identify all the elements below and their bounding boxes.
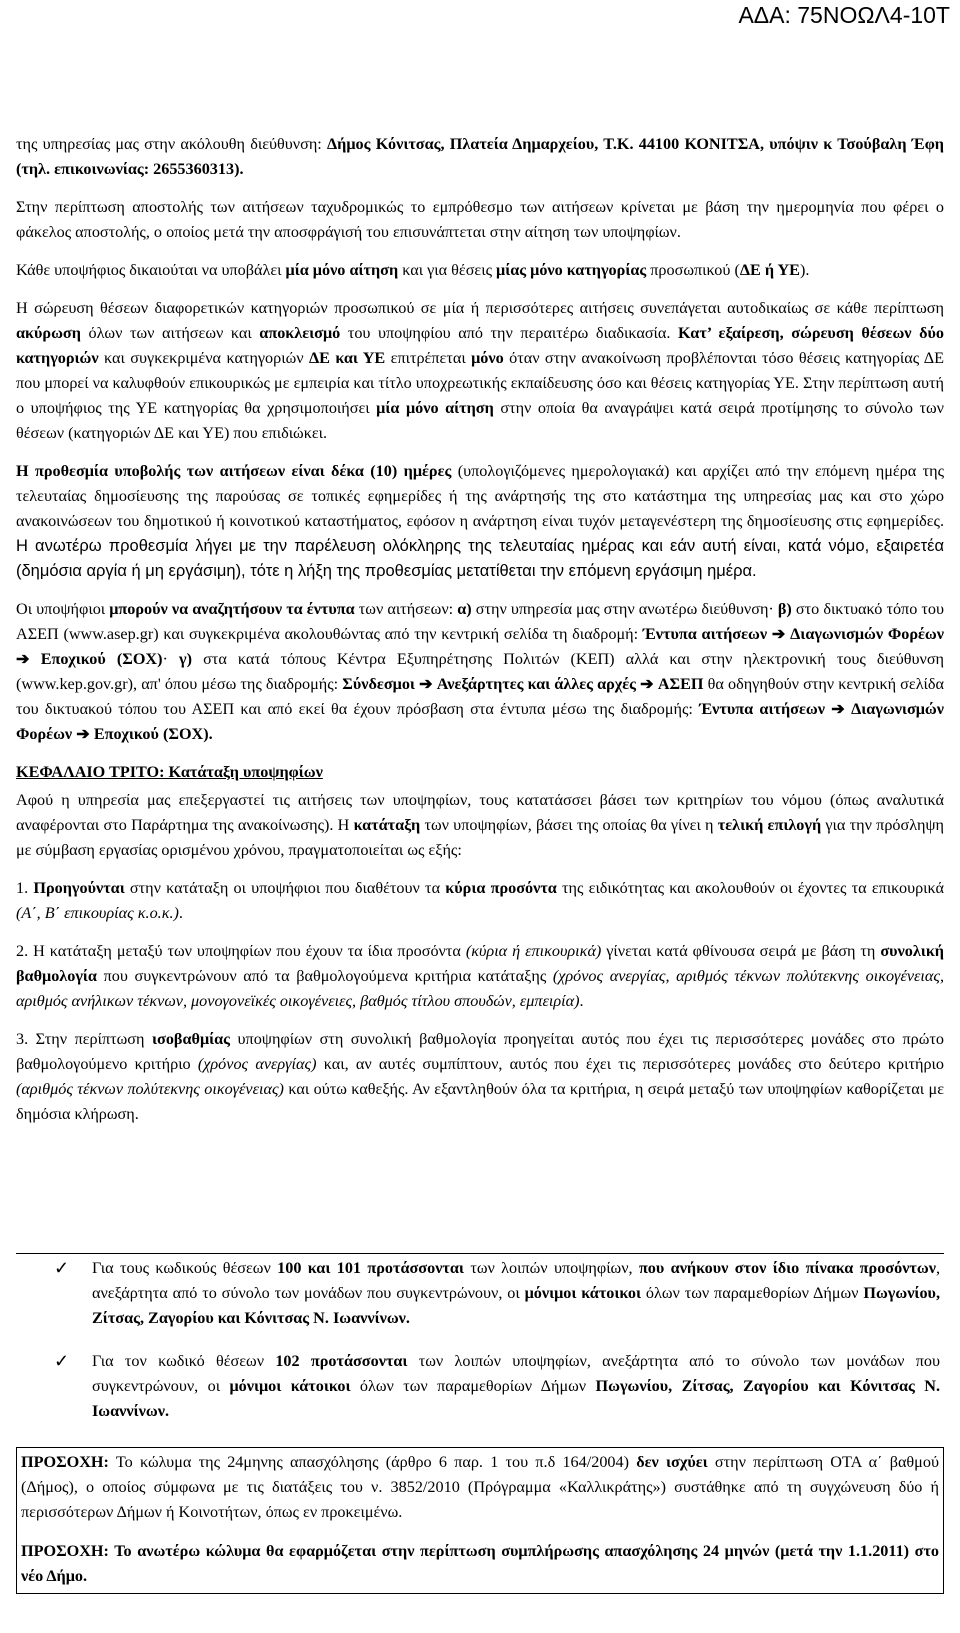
- arrow-icon: ➔: [640, 675, 654, 693]
- attention-note-2: ΠΡΟΣΟΧΗ: Το ανωτέρω κώλυμα θα εφαρμόζεται στην περίπτωση συμπλήρωσης απασχόλησης 24 μηνών (μετά την 1.1.2011) στο νέο Δήμο.: [21, 1542, 939, 1585]
- document-ada-code: ΑΔΑ: 75ΝΟΩΛ4-10Τ: [738, 2, 950, 28]
- arrow-icon: ➔: [16, 650, 30, 668]
- arrow-icon: ➔: [831, 700, 845, 718]
- arrow-icon: ➔: [76, 725, 90, 743]
- accumulation-paragraph: Η σώρευση θέσεων διαφορετικών κατηγοριών προσωπικού σε μία ή περισσότερες αιτήσεις συνεπάγεται αυτοδικαίως σε κάθε περίπτωση ακύρωση όλων των αιτήσεων και αποκλεισμό του υποψηφίου από την περαιτέρω διαδικασία. Κατ’ εξαίρεση, σώρευση θέσεων δύο κατηγοριών και συγκεκριμένα κατηγοριών ΔΕ και ΥΕ επιτρέπεται μόνο όταν στην ανακοίνωση προβλέπονται τόσο θέσεις κατηγορίας ΔΕ που μπορεί να καλυφθούν επικουρικώς με εμπειρία και τίτλο υποχρεωτικής εκπαίδευσης όσο και θέσεις κατηγορίας ΥΕ. Στην περίπτωση αυτή ο υποψήφιος της ΥΕ κατηγορίας θα χρησιμοποιήσει μία μόνο αίτηση στην οποία θα αναγράψει κατά σειρά προτίμησης το σύνολο των θέσεων (κατηγοριών ΔΕ και ΥΕ) που επιδιώκει.: [16, 299, 945, 442]
- single-application-paragraph: Κάθε υποψήφιος δικαιούται να υποβάλει μία μόνο αίτηση και για θέσεις μίας μόνο κατηγορίας προσωπικού (ΔΕ ή ΥΕ).: [16, 261, 810, 279]
- address-paragraph: της υπηρεσίας μας στην ακόλουθη διεύθυνση: Δήμος Κόνιτσας, Πλατεία Δημαρχείου, Τ.Κ. 44100 ΚΟΝΙΤΣΑ, υπόψιν κ Τσούβαλη Έφη (τηλ. επικοινωνίας: 2655360313).: [16, 135, 944, 178]
- checkmark-icon: ✓: [54, 1258, 70, 1278]
- ranking-intro-paragraph: Αφού η υπηρεσία μας επεξεργαστεί τις αιτήσεις των υποψηφίων, τους κατατάσσει βάσει των κριτηρίων του νόμου (όπως αναλυτικά αναφέρονται στο Παράρτημα της ανακοίνωσης). Η κατάταξη των υποψηφίων, βάσει της οποίας θα γίνει η τελική επιλογή για την πρόσληψη με σύμβαση εργασίας ορισμένου χρόνου, πραγματοποιείται ως εξής:: [16, 791, 945, 859]
- checkmark-icon: ✓: [54, 1351, 70, 1371]
- arrow-icon: ➔: [771, 625, 786, 643]
- ranking-rule-3: 3. Στην περίπτωση ισοβαθμίας υποψηφίων στη συνολική βαθμολογία προηγείται αυτός που έχει τις περισσότερες μονάδες στο πρώτο βαθμολογούμενο κριτήριο (χρόνος ανεργίας) και, αν αυτές συμπίπτουν, αυτός που έχει τις περισσότερες μονάδες στο δεύτερο κριτήριο (αριθμός τέκνων πολύτεκνης οικογένειας) και ούτω καθεξής. Αν εξαντληθούν όλα τα κριτήρια, η σειρά μεταξύ των υποψηφίων καθορίζεται με δημόσια κλήρωση.: [16, 1030, 944, 1123]
- attention-notes-box: [16, 1447, 944, 1594]
- priority-rule-102: ✓ Για τον κωδικό θέσεων 102 προτάσσονται των λοιπών υποψηφίων, ανεξάρτητα από το σύνολο των μονάδων που συγκεντρώνουν, οι μόνιμοι κάτοικοι όλων των παραμεθορίων Δήμων Πωγωνίου, Ζίτσας, Ζαγορίου και Κόνιτσας Ν. Ιωαννίνων.: [54, 1351, 941, 1420]
- deadline-paragraph: Η προθεσμία υποβολής των αιτήσεων είναι δέκα (10) ημέρες (υπολογιζόμενες ημερολογιακά) και αρχίζει από την επόμενη ημέρα της τελευταίας δημοσίευσης της παρούσας σε τοπικές εφημερίδες ή της ανάρτησής της στο κατάστημα της υπηρεσίας μας και στο χώρο ανακοινώσεων του δημοτικού ή κοινοτικού καταστήματος, εφόσον η ανάρτηση είναι τυχόν μεταγενέστερη της δημοσίευσης στις εφημερίδες. Η ανωτέρω προθεσμία λήγει με την παρέλευση ολόκληρης της τελευταίας ημέρας και εάν αυτή είναι, κατά νόμο, εξαιρετέα (δημόσια αργία ή μη εργάσιμη), τότε η λήξη της προθεσμίας μετατίθεται την επόμενη εργάσιμη ημέρα.: [16, 462, 944, 580]
- arrow-icon: ➔: [419, 675, 433, 693]
- priority-rule-100-101: ✓ Για τους κωδικούς θέσεων 100 και 101 προτάσσονται των λοιπών υποψηφίων, που ανήκουν στον ίδιο πίνακα προσόντων, ανεξάρτητα από το σύνολο των μονάδων που συγκεντρώνουν, οι μόνιμοι κάτοικοι όλων των παραμεθορίων Δήμων Πωγωνίου, Ζίτσας, Ζαγορίου και Κόνιτσας Ν. Ιωαννίνων.: [54, 1258, 940, 1327]
- ranking-rule-2: 2. Η κατάταξη μεταξύ των υποψηφίων που έχουν τα ίδια προσόντα (κύρια ή επικουρικά) γίνεται κατά φθίνουσα σειρά με βάση τη συνολική βαθμολογία που συγκεντρώνουν από τα βαθμολογούμενα κριτήρια κατάταξης (χρόνος ανεργίας, αριθμός τέκνων πολύτεκνης οικογένειας, αριθμός ανήλικων τέκνων, μονογονεϊκές οικογένειες, βαθμός τίτλου σπουδών, εμπειρία).: [16, 942, 944, 1010]
- chapter-heading: ΚΕΦΑΛΑΙΟ ΤΡΙΤΟ: Κατάταξη υποψηφίων: [16, 763, 323, 781]
- priority-rules-box: [16, 1253, 944, 1442]
- postal-submission-paragraph: Στην περίπτωση αποστολής των αιτήσεων ταχυδρομικώς το εμπρόθεσμο των αιτήσεων κρίνεται με βάση την ημερομηνία που φέρει ο φάκελος αποστολής, ο οποίος μετά την αποσφράγισή του επισυνάπτεται στην αίτηση των υποψηφίων.: [16, 198, 944, 241]
- document-body: [16, 132, 944, 1140]
- forms-paragraph: Οι υποψήφιοι μπορούν να αναζητήσουν τα έντυπα των αιτήσεων: α) στην υπηρεσία μας στην ανωτέρω διεύθυνση· β) στο δικτυακό τόπο του ΑΣΕΠ (www.asep.gr) και συγκεκριμένα ακολουθώντας από την κεντρική σελίδα τη διαδρομή: Έντυπα αιτήσεων ➔ Διαγωνισμών Φορέων ➔ Εποχικού (ΣΟΧ)· γ) στα κατά τόπους Κέντρα Εξυπηρέτησης Πολιτών (ΚΕΠ) αλλά και στην ηλεκτρονική τους διεύθυνση (www.kep.gov.gr), απ' όπου μέσω της διαδρομής: Σύνδεσμοι ➔ Ανεξάρτητες και άλλες αρχές ➔ ΑΣΕΠ θα οδηγηθούν στην κεντρική σελίδα του δικτυακού τόπου του ΑΣΕΠ και από εκεί θα έχουν πρόσβαση στα έντυπα μέσω της διαδρομής: Έντυπα αιτήσεων ➔ Διαγωνισμών Φορέων ➔ Εποχικού (ΣΟΧ).: [16, 600, 945, 743]
- ranking-rule-1: 1. Προηγούνται στην κατάταξη οι υποψήφιοι που διαθέτουν τα κύρια προσόντα της ειδικότητας και ακολουθούν οι έχοντες τα επικουρικά (Α΄, Β΄ επικουρίας κ.ο.κ.).: [16, 879, 945, 922]
- attention-note-1: ΠΡΟΣΟΧΗ: Το κώλυμα της 24μηνης απασχόλησης (άρθρο 6 παρ. 1 του π.δ 164/2004) δεν ισχύει στην περίπτωση ΟΤΑ α΄ βαθμού (Δήμος), ο οποίος σύμφωνα με τις διατάξεις του ν. 3852/2010 (Πρόγραμμα «Καλλικράτης») συστάθηκε από τη συγχώνευση δύο ή περισσότερων Δήμων ή Κοινοτήτων, όπως εν προκειμένω.: [21, 1453, 939, 1521]
